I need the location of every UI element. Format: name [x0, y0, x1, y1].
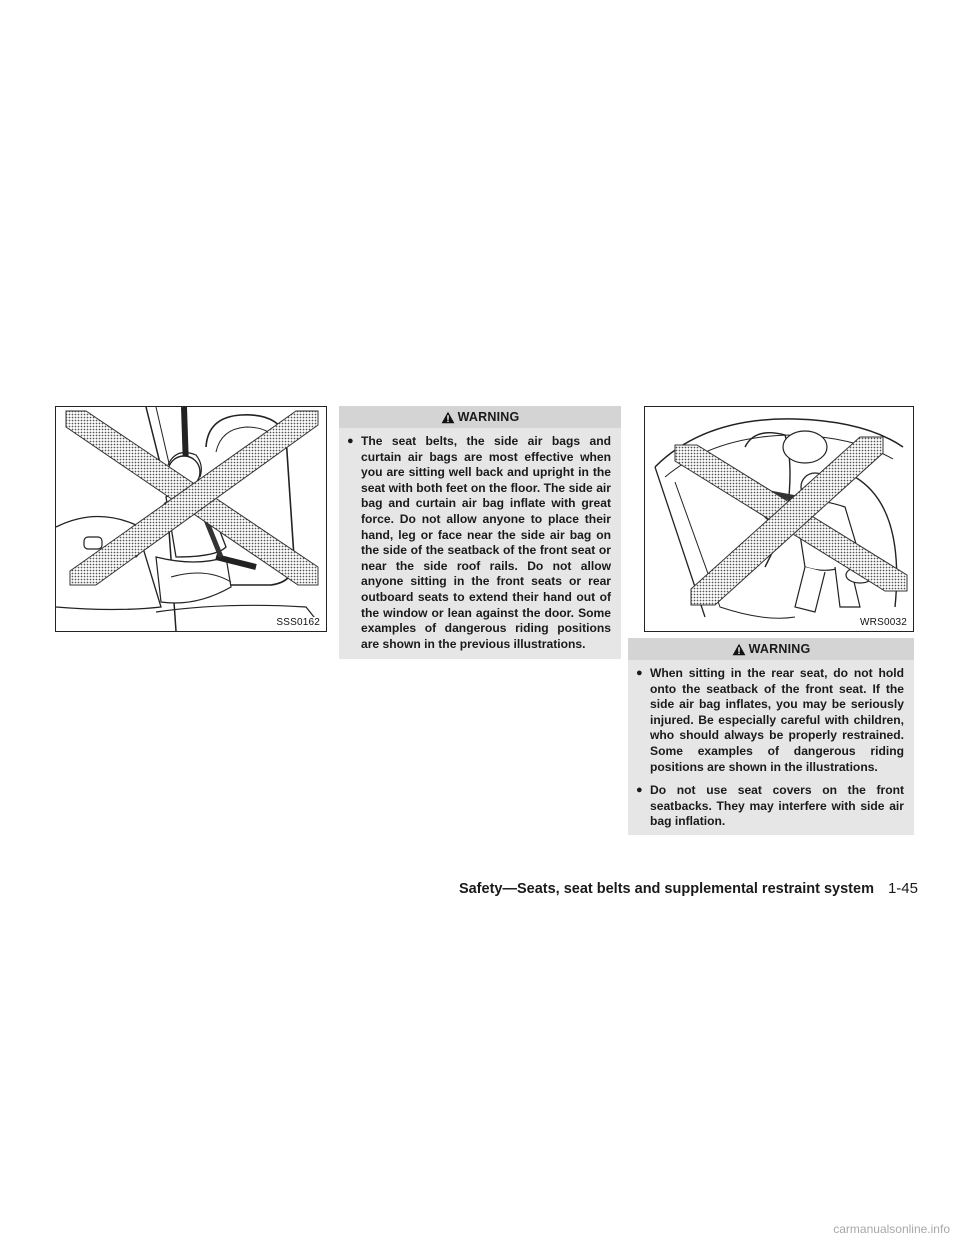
figure-code-label: WRS0032: [860, 617, 907, 628]
illustration-rear-seat-occupant: [644, 406, 914, 632]
warning-triangle-icon: [732, 643, 746, 656]
front-seat-drawing: [56, 407, 326, 631]
warning-triangle-icon: [441, 411, 455, 424]
illustration-front-seat-occupant: [55, 406, 327, 632]
bullet-dot-icon: ●: [636, 667, 643, 679]
bullet-dot-icon: ●: [347, 435, 354, 447]
warning-item-text: The seat belts, the side air bags and curtain air bags are most effective when you are sitting well back and upright in the seat with both feet on the floor. The side air bag and curtain air bag inflate with great force. Do not allow anyone to place their hand, leg or face near the side air bag on the side of the seatback of the front seat or near the side roof rails. Do not allow anyone sitting in the front seats or rear outboard seats to extend their hand out of the window or lean against the door. Some examples of dangerous riding positions are shown in the previous illustrations.: [361, 434, 611, 651]
warning-item: [347, 434, 611, 652]
warning-header: [628, 638, 914, 660]
page-footer: [420, 880, 918, 897]
warning-box-rear-seat: [628, 638, 914, 835]
rear-seat-drawing: [645, 407, 913, 631]
warning-title: WARNING: [457, 410, 520, 424]
figure-code-label: SSS0162: [276, 617, 320, 628]
section-title: Safety—Seats, seat belts and supplemental restraint system: [458, 881, 874, 897]
warning-header: [339, 406, 621, 428]
warning-item-text: When sitting in the rear seat, do not hold onto the seatback of the front seat. If the side air bag inflates, you may be seriously injured. Be especially careful with children, who should always be properly restrained. Some examples of dangerous riding positions are shown in the illustrations.: [650, 666, 904, 774]
warning-item: [636, 666, 904, 775]
watermark-text: carmanualsonline.info: [833, 1222, 950, 1236]
bullet-dot-icon: ●: [636, 784, 643, 797]
warning-item: [636, 783, 904, 830]
warning-box-seating-position: [339, 406, 621, 659]
page-number: 1-45: [887, 880, 918, 897]
warning-item-text: Do not use seat covers on the front seatbacks. They may interfere with side air bag inflation.: [650, 783, 904, 829]
warning-title: WARNING: [748, 642, 811, 656]
